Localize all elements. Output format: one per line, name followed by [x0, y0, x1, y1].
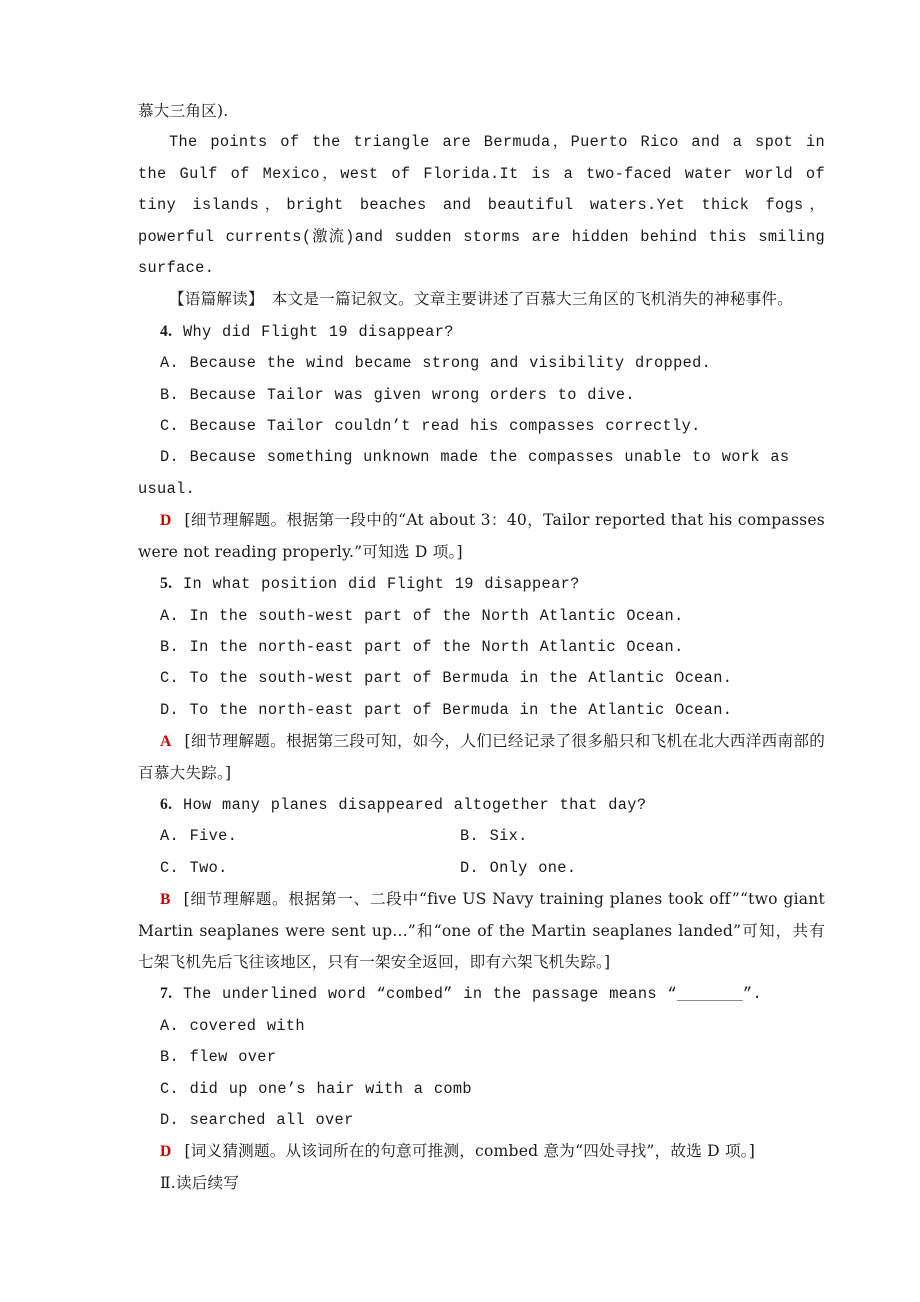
question-text-7-before: The underlined word “combed” in the passage means “ [182, 985, 677, 1004]
question-text-4: Why did Flight 19 disappear? [182, 322, 454, 341]
option-6-d[interactable]: D. Only one. [460, 858, 577, 877]
option-4-d[interactable]: D. Because something unknown made the compasses unable to work as usual. [138, 448, 800, 498]
option-6-a[interactable]: A. Five. [160, 827, 238, 846]
question-text-7-after: ”. [742, 985, 763, 1004]
question-stem-5 [138, 568, 825, 600]
analysis-note-text: 本文是一篇记叙文。文章主要讲述了百慕大三角区的飞机消失的神秘事件。 [271, 290, 793, 309]
option-6-c[interactable]: C. Two. [160, 858, 228, 877]
option-6-b[interactable]: B. Six. [460, 827, 528, 846]
option-7-a[interactable]: A. covered with [160, 1016, 305, 1035]
option-4-b[interactable]: B. Because Tailor was given wrong orders to dive. [160, 385, 635, 404]
lead-line: 慕大三角区). [138, 102, 229, 120]
answer-marker-7: D [160, 1143, 172, 1161]
question-stem-6 [138, 789, 825, 821]
option-5-c[interactable]: C. To the south-west part of Bermuda in the Atlantic Ocean. [160, 669, 733, 688]
explanation-text-5: [细节理解题。根据第三段可知，如今，人们已经记录了很多船只和飞机在北大西洋西南部的百慕大失踪。] [138, 732, 825, 782]
analysis-note [138, 284, 825, 315]
section-footer: Ⅱ.读后续写 [160, 1173, 240, 1192]
explanation-text-7: [词义猜测题。从该词所在的句意可推测，combed 意为“四处寻找”，故选 D 项。] [184, 1142, 756, 1161]
answer-marker-4: D [160, 512, 172, 530]
explanation-text-6: [细节理解题。根据第一、二段中“five US Navy training planes took off”“two giant Martin seaplanes were sent up...”和“one of the Martin seaplanes landed”可知，共有七架飞机先后飞往该地区，只有一架安全返回，即有六架飞机失踪。] [138, 890, 831, 971]
question-stem-4 [138, 316, 825, 348]
question-text-5: In what position did Flight 19 disappear? [182, 575, 580, 594]
option-4-c[interactable]: C. Because Tailor couldn’t read his compasses correctly. [160, 417, 701, 436]
question-number-4: 4. [160, 322, 173, 340]
passage-paragraph: The points of the triangle are Bermuda，Puerto Rico and a spot in the Gulf of Mexico，west of Florida.It is a two-faced water world of tiny islands，bright beaches and beautiful waters.Yet thick fogs，powerful currents(激流)and sudden storms are hidden behind this smiling surface. [138, 133, 836, 278]
option-5-a[interactable]: A. In the south-west part of the North Atlantic Ocean. [160, 606, 684, 625]
explanation-text-4: [细节理解题。根据第一段中的“At about 3：40，Tailor reported that his compasses were not reading properly.”可知选 D 项。] [138, 511, 831, 561]
option-7-c[interactable]: C. did up one’s hair with a comb [160, 1079, 472, 1098]
option-4-a[interactable]: A. Because the wind became strong and visibility dropped. [160, 354, 712, 373]
explanation-4 [138, 505, 831, 568]
analysis-note-gap [256, 290, 272, 308]
answer-marker-6: B [160, 891, 171, 909]
option-5-b[interactable]: B. In the north-east part of the North Atlantic Ocean. [160, 637, 684, 656]
option-7-b[interactable]: B. flew over [160, 1048, 277, 1067]
question-number-5: 5. [160, 575, 173, 593]
explanation-7 [138, 1136, 825, 1167]
question-text-6: How many planes disappeared altogether that day? [182, 795, 647, 814]
question-number-6: 6. [160, 795, 173, 813]
explanation-6 [138, 884, 831, 978]
answer-blank-7[interactable] [677, 987, 743, 1001]
option-5-d[interactable]: D. To the north-east part of Bermuda in the Atlantic Ocean. [160, 700, 733, 719]
question-stem-7 [138, 978, 825, 1010]
option-row-6-1 [138, 821, 825, 852]
option-row-6-2 [138, 853, 825, 884]
option-7-d[interactable]: D. searched all over [160, 1111, 354, 1129]
analysis-note-label: 【语篇解读】 [169, 290, 256, 309]
explanation-5 [138, 726, 825, 789]
answer-marker-5: A [160, 733, 172, 751]
question-number-7: 7. [160, 985, 173, 1003]
